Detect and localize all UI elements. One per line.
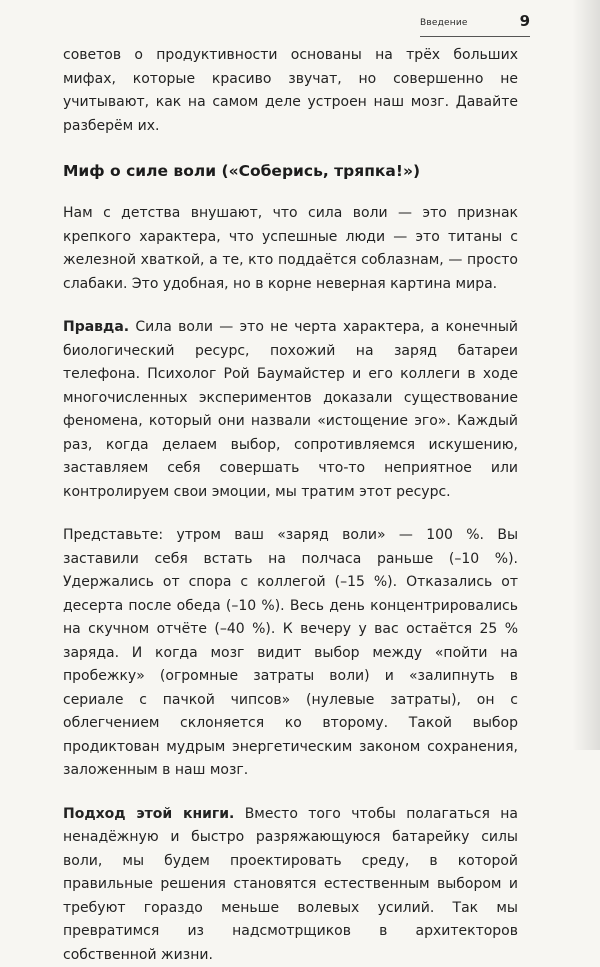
page-number: 9 [520,12,530,30]
approach-text: Вместо того чтобы полагаться на ненадёжную и быстро разряжающуюся батарейку силы воли, мы будем проектировать среду, в которой правильные решения становятся естественным выбором и требуют гораздо меньше волевых усилий. Так мы превратимся из надсмотрщиков в архитекторов собственной жизни. [63,806,518,963]
intro-paragraph: советов о продуктивности основаны на трёх больших мифах, которые красиво звучат, но совершенно не учитывают, как на самом деле устроен наш мозг. Давайте разберём их. [63,44,518,138]
page-edge-shadow [572,0,600,750]
myth-heading: Миф о силе воли («Соберись, тряпка!») [63,160,518,182]
imagine-paragraph: Представьте: утром ваш «заряд воли» — 100 %. Вы заставили себя встать на полчаса раньше (–10 %). Удержались от спора с коллегой (–15 %). Отказались от десерта после обеда (–10 %). Весь день концентрировались на скучном отчёте (–40 %). К вечеру у вас остаётся 25 % заряда. И когда мозг видит выбор между «пойти на пробежку» (огромные затраты воли) и «залипнуть в сериале с пачкой чипсов» (нулевые затраты), он с облегчением склоняется ко второму. Такой выбор продиктован мудрым энергетическим законом сохранения, заложенным в наш мозг. [63,524,518,783]
running-header [420,12,530,38]
approach-lead: Подход этой книги. [63,806,234,822]
approach-paragraph [63,803,518,967]
section-name: Введение [420,18,468,28]
header-rule [420,36,530,37]
truth-lead: Правда. [63,319,129,335]
page-body [63,44,518,967]
truth-paragraph [63,316,518,504]
myth-paragraph: Нам с детства внушают, что сила воли — это признак крепкого характера, что успешные люди — это титаны с железной хваткой, а те, кто поддаётся соблазнам, — просто слабаки. Это удобная, но в корне неверная картина мира. [63,202,518,296]
truth-text: Сила воли — это не черта характера, а конечный биологический ресурс, похожий на заряд батареи телефона. Психолог Рой Баумайстер и его коллеги в ходе многочисленных экспериментов доказали существование феномена, который они назвали «истощение эго». Каждый раз, когда делаем выбор, сопротивляемся искушению, заставляем себя совершать что-то неприятное или контролируем свои эмоции, мы тратим этот ресурс. [63,319,518,500]
